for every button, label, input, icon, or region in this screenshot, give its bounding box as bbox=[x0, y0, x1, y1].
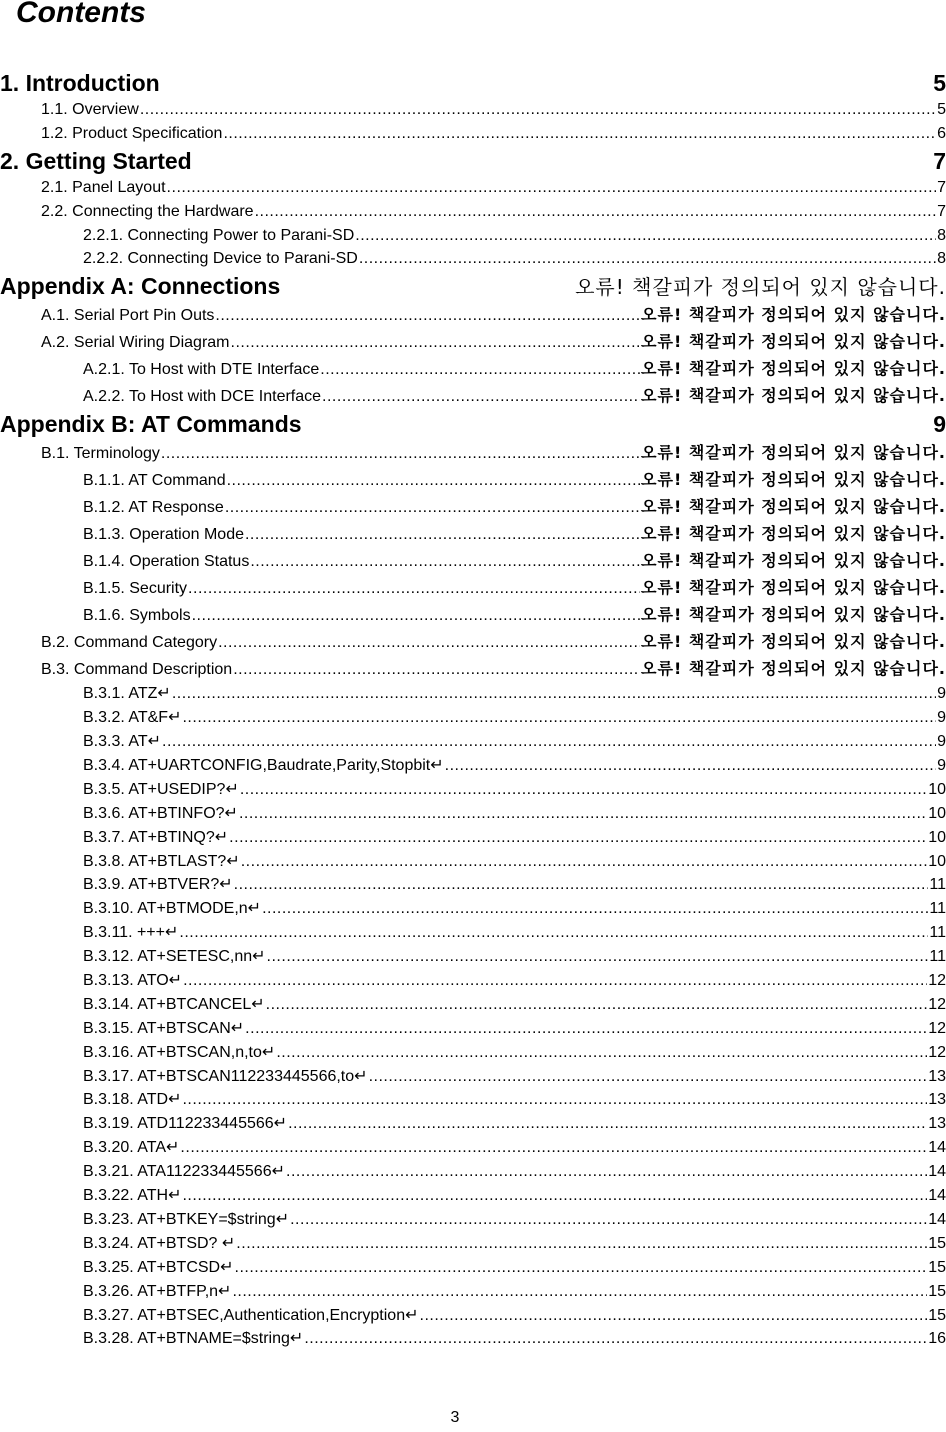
toc-entry-label: B.3.10. AT+BTMODE,n↵ bbox=[83, 900, 262, 918]
toc-dot-leader bbox=[215, 302, 640, 328]
toc-entry[interactable] bbox=[0, 601, 946, 628]
toc-entry[interactable] bbox=[0, 1232, 946, 1256]
toc-dot-leader bbox=[182, 1184, 927, 1208]
toc-entry-page: 16 bbox=[928, 1330, 946, 1348]
toc-entry-label: 1. Introduction bbox=[0, 70, 160, 96]
toc-entry[interactable] bbox=[0, 1184, 946, 1208]
toc-dot-leader bbox=[180, 1136, 927, 1160]
toc-entry-page: 10 bbox=[928, 852, 946, 870]
toc-entry-label: B.3.1. ATZ↵ bbox=[83, 685, 171, 703]
toc-entry-page: 5 bbox=[937, 101, 946, 118]
toc-entry-page: 오류! 책갈피가 정의되어 있지 않습니다. bbox=[641, 632, 946, 652]
toc-dot-leader bbox=[255, 200, 937, 224]
toc-entry-page: 13 bbox=[928, 1115, 946, 1133]
toc-entry-page: 오류! 책갈피가 정의되어 있지 않습니다. bbox=[641, 551, 946, 571]
toc-dot-leader bbox=[359, 247, 936, 271]
table-of-contents bbox=[0, 68, 946, 1351]
toc-entry-page: 10 bbox=[928, 804, 946, 822]
toc-entry-label: Appendix A: Connections bbox=[0, 273, 281, 300]
toc-entry-page: 11 bbox=[929, 924, 946, 942]
toc-entry[interactable] bbox=[0, 706, 946, 730]
toc-entry-page: 10 bbox=[928, 780, 946, 798]
toc-entry-page: 6 bbox=[937, 124, 946, 142]
toc-dot-leader bbox=[445, 754, 936, 778]
toc-entry-page: 오류! 책갈피가 정의되어 있지 않습니다. bbox=[575, 275, 946, 300]
toc-entry-page: 14 bbox=[928, 1187, 946, 1205]
toc-entry-page: 15 bbox=[928, 1258, 946, 1276]
toc-dot-leader bbox=[288, 1112, 927, 1136]
toc-dot-leader bbox=[192, 602, 640, 628]
toc-entry[interactable] bbox=[0, 1160, 946, 1184]
toc-entry-page: 12 bbox=[928, 995, 946, 1013]
toc-dot-leader bbox=[225, 494, 640, 520]
toc-dot-leader bbox=[304, 1327, 927, 1351]
toc-entry-page: 7 bbox=[937, 202, 946, 220]
toc-dot-leader bbox=[276, 1041, 927, 1065]
toc-dot-leader bbox=[250, 548, 640, 574]
toc-entry[interactable] bbox=[0, 355, 946, 382]
toc-entry[interactable] bbox=[0, 547, 946, 574]
toc-entry-page: 오류! 책갈피가 정의되어 있지 않습니다. bbox=[641, 605, 946, 625]
toc-dot-leader bbox=[245, 521, 640, 547]
toc-entry-page: 12 bbox=[928, 1019, 946, 1037]
toc-entry-label: B.1.4. Operation Status bbox=[83, 553, 250, 571]
toc-entry[interactable] bbox=[0, 328, 946, 355]
toc-entry-page: 8 bbox=[937, 226, 946, 244]
toc-dot-leader bbox=[162, 730, 936, 754]
toc-entry-label: 2.2. Connecting the Hardware bbox=[41, 202, 254, 220]
toc-dot-leader bbox=[241, 850, 927, 874]
toc-entry-page: 7 bbox=[937, 178, 946, 196]
toc-dot-leader bbox=[234, 873, 929, 897]
toc-entry-label: B.3.12. AT+SETESC,nn↵ bbox=[83, 948, 266, 966]
toc-dot-leader bbox=[179, 921, 928, 945]
toc-entry-page: 14 bbox=[928, 1163, 946, 1181]
toc-entry[interactable] bbox=[0, 628, 946, 655]
toc-entry[interactable] bbox=[0, 1304, 946, 1328]
toc-entry[interactable] bbox=[0, 897, 946, 921]
toc-dot-leader bbox=[239, 802, 927, 826]
toc-entry-page: 7 bbox=[933, 147, 946, 174]
toc-entry-label: B.3.18. ATD↵ bbox=[83, 1091, 182, 1109]
toc-dot-leader bbox=[236, 1232, 927, 1256]
toc-entry-label: 2.2.2. Connecting Device to Parani-SD bbox=[83, 250, 358, 268]
toc-entry[interactable] bbox=[0, 682, 946, 706]
toc-entry-page: 10 bbox=[928, 828, 946, 846]
toc-entry-page: 오류! 책갈피가 정의되어 있지 않습니다. bbox=[641, 497, 946, 517]
toc-dot-leader bbox=[290, 1208, 927, 1232]
toc-entry-label: B.1.3. Operation Mode bbox=[83, 526, 244, 544]
toc-entry-label: B.3.13. ATO↵ bbox=[83, 972, 183, 990]
toc-dot-leader bbox=[286, 1160, 927, 1184]
toc-entry[interactable] bbox=[0, 754, 946, 778]
toc-entry[interactable] bbox=[0, 1041, 946, 1065]
toc-entry-label: A.1. Serial Port Pin Outs bbox=[41, 307, 215, 325]
toc-dot-leader bbox=[182, 1088, 927, 1112]
toc-entry-label: B.1.5. Security bbox=[83, 580, 188, 598]
toc-dot-leader bbox=[369, 1065, 928, 1089]
toc-entry-page: 5 bbox=[933, 70, 946, 96]
toc-entry-label: 2.1. Panel Layout bbox=[41, 178, 166, 196]
toc-entry-page: 9 bbox=[937, 757, 946, 775]
toc-entry-label: B.3.2. AT&F↵ bbox=[83, 709, 182, 727]
toc-entry[interactable] bbox=[0, 520, 946, 547]
toc-entry-page: 9 bbox=[937, 733, 946, 751]
toc-entry-page: 12 bbox=[928, 972, 946, 990]
toc-entry[interactable] bbox=[0, 1208, 946, 1232]
toc-entry-label: B.3.3. AT↵ bbox=[83, 733, 162, 751]
toc-dot-leader bbox=[320, 356, 640, 382]
toc-entry[interactable] bbox=[0, 176, 946, 200]
toc-entry-label: B.3.6. AT+BTINFO?↵ bbox=[83, 804, 238, 822]
toc-entry[interactable] bbox=[0, 574, 946, 601]
toc-entry[interactable] bbox=[0, 1327, 946, 1351]
toc-entry-page: 9 bbox=[933, 411, 946, 438]
toc-entry-label: B.1.6. Symbols bbox=[83, 607, 191, 625]
toc-entry[interactable] bbox=[0, 271, 946, 301]
toc-entry-page: 오류! 책갈피가 정의되어 있지 않습니다. bbox=[641, 359, 946, 379]
toc-entry-label: B.3.9. AT+BTVER?↵ bbox=[83, 876, 233, 894]
toc-entry[interactable] bbox=[0, 301, 946, 328]
toc-entry-label: B.3.17. AT+BTSCAN112233445566,to↵ bbox=[83, 1067, 368, 1085]
toc-entry-label: B.3.28. AT+BTNAME=$string↵ bbox=[83, 1330, 304, 1348]
toc-entry-label: B.3.14. AT+BTCANCEL↵ bbox=[83, 995, 265, 1013]
toc-entry[interactable] bbox=[0, 1280, 946, 1304]
toc-entry-label: 2. Getting Started bbox=[0, 147, 192, 174]
toc-entry-label: B.3.25. AT+BTCSD↵ bbox=[83, 1258, 234, 1276]
toc-dot-leader bbox=[227, 467, 640, 493]
toc-entry[interactable] bbox=[0, 778, 946, 802]
toc-entry-label: B.3.26. AT+BTFP,n↵ bbox=[83, 1282, 232, 1300]
toc-entry[interactable] bbox=[0, 850, 946, 874]
toc-entry-page: 오류! 책갈피가 정의되어 있지 않습니다. bbox=[641, 578, 946, 598]
toc-entry[interactable] bbox=[0, 409, 946, 439]
toc-dot-leader bbox=[167, 176, 937, 200]
toc-entry-label: B.1.1. AT Command bbox=[83, 472, 226, 490]
toc-entry-label: Appendix B: AT Commands bbox=[0, 411, 302, 438]
toc-entry[interactable] bbox=[0, 98, 946, 122]
toc-entry-label: B.3.4. AT+UARTCONFIG,Baudrate,Parity,Stopbit↵ bbox=[83, 757, 444, 775]
toc-entry[interactable] bbox=[0, 993, 946, 1017]
toc-entry[interactable] bbox=[0, 439, 946, 466]
toc-dot-leader bbox=[182, 706, 936, 730]
toc-entry-label: B.3.20. ATA↵ bbox=[83, 1139, 180, 1157]
toc-entry-label: B.1. Terminology bbox=[41, 445, 160, 463]
toc-dot-leader bbox=[183, 969, 927, 993]
toc-dot-leader bbox=[262, 897, 928, 921]
toc-entry-label: B.3.24. AT+BTSD? ↵ bbox=[83, 1234, 236, 1252]
toc-entry-label: B.3.22. ATH↵ bbox=[83, 1187, 182, 1205]
toc-entry-label: B.3. Command Description bbox=[41, 661, 233, 679]
toc-entry-page: 9 bbox=[937, 685, 946, 703]
toc-entry-page: 9 bbox=[937, 709, 946, 727]
toc-dot-leader bbox=[233, 656, 640, 682]
toc-entry[interactable] bbox=[0, 826, 946, 850]
toc-entry-page: 14 bbox=[928, 1210, 946, 1228]
toc-dot-leader bbox=[229, 826, 927, 850]
toc-entry-page: 15 bbox=[928, 1282, 946, 1300]
toc-entry[interactable] bbox=[0, 382, 946, 409]
toc-dot-leader bbox=[140, 98, 936, 122]
toc-entry-page: 오류! 책갈피가 정의되어 있지 않습니다. bbox=[641, 305, 946, 325]
toc-entry-label: 2.2.1. Connecting Power to Parani-SD bbox=[83, 226, 355, 244]
toc-entry-label: A.2.1. To Host with DTE Interface bbox=[83, 361, 320, 379]
toc-entry-page: 15 bbox=[928, 1306, 946, 1324]
toc-entry[interactable] bbox=[0, 921, 946, 945]
toc-entry-label: A.2. Serial Wiring Diagram bbox=[41, 334, 230, 352]
toc-entry-page: 11 bbox=[929, 900, 946, 918]
toc-dot-leader bbox=[161, 440, 640, 466]
toc-entry-label: B.3.21. ATA112233445566↵ bbox=[83, 1163, 286, 1181]
page-number: 3 bbox=[450, 1409, 460, 1426]
toc-entry-label: B.3.19. ATD112233445566↵ bbox=[83, 1115, 288, 1133]
toc-entry[interactable] bbox=[0, 200, 946, 224]
toc-dot-leader bbox=[231, 329, 641, 355]
toc-entry-label: B.3.7. AT+BTINQ?↵ bbox=[83, 828, 229, 846]
toc-entry-page: 오류! 책갈피가 정의되어 있지 않습니다. bbox=[641, 470, 946, 490]
toc-entry[interactable] bbox=[0, 122, 946, 146]
toc-entry[interactable] bbox=[0, 802, 946, 826]
toc-entry[interactable] bbox=[0, 247, 946, 271]
toc-dot-leader bbox=[420, 1304, 928, 1328]
toc-entry[interactable] bbox=[0, 466, 946, 493]
toc-entry-label: A.2.2. To Host with DCE Interface bbox=[83, 388, 322, 406]
toc-dot-leader bbox=[172, 682, 936, 706]
toc-entry[interactable] bbox=[0, 1112, 946, 1136]
toc-entry-page: 15 bbox=[928, 1234, 946, 1252]
toc-entry[interactable] bbox=[0, 945, 946, 969]
toc-dot-leader bbox=[235, 1256, 928, 1280]
toc-entry[interactable] bbox=[0, 493, 946, 520]
toc-entry-page: 13 bbox=[928, 1091, 946, 1109]
toc-entry-label: B.3.8. AT+BTLAST?↵ bbox=[83, 852, 240, 870]
toc-entry-page: 11 bbox=[929, 948, 946, 966]
toc-entry[interactable] bbox=[0, 873, 946, 897]
toc-dot-leader bbox=[188, 575, 640, 601]
toc-entry[interactable] bbox=[0, 224, 946, 248]
toc-entry[interactable] bbox=[0, 1136, 946, 1160]
toc-entry[interactable] bbox=[0, 146, 946, 176]
toc-entry-page: 13 bbox=[928, 1067, 946, 1085]
toc-dot-leader bbox=[266, 993, 928, 1017]
toc-entry[interactable] bbox=[0, 1017, 946, 1041]
toc-entry-label: B.3.23. AT+BTKEY=$string↵ bbox=[83, 1210, 290, 1228]
toc-entry-page: 14 bbox=[928, 1139, 946, 1157]
toc-entry-page: 오류! 책갈피가 정의되어 있지 않습니다. bbox=[641, 659, 946, 679]
toc-entry[interactable] bbox=[0, 730, 946, 754]
toc-dot-leader bbox=[223, 122, 936, 146]
toc-dot-leader bbox=[240, 778, 927, 802]
toc-entry-label: B.3.16. AT+BTSCAN,n,to↵ bbox=[83, 1043, 276, 1061]
toc-entry-page: 12 bbox=[928, 1043, 946, 1061]
toc-entry-page: 오류! 책갈피가 정의되어 있지 않습니다. bbox=[641, 524, 946, 544]
toc-entry[interactable] bbox=[0, 68, 946, 98]
toc-entry-label: B.3.27. AT+BTSEC,Authentication,Encryption↵ bbox=[83, 1306, 419, 1324]
toc-dot-leader bbox=[245, 1017, 927, 1041]
toc-entry-page: 오류! 책갈피가 정의되어 있지 않습니다. bbox=[641, 443, 946, 463]
toc-entry[interactable] bbox=[0, 1256, 946, 1280]
toc-entry-label: B.3.15. AT+BTSCAN↵ bbox=[83, 1019, 245, 1037]
toc-dot-leader bbox=[322, 383, 640, 409]
toc-dot-leader bbox=[267, 945, 929, 969]
toc-entry-page: 오류! 책갈피가 정의되어 있지 않습니다. bbox=[641, 332, 946, 352]
page-title: Contents bbox=[16, 0, 146, 29]
toc-entry-label: 1.1. Overview bbox=[41, 101, 139, 118]
toc-entry-label: B.2. Command Category bbox=[41, 634, 218, 652]
toc-entry-label: 1.2. Product Specification bbox=[41, 124, 223, 142]
toc-dot-leader bbox=[232, 1280, 927, 1304]
toc-entry-page: 오류! 책갈피가 정의되어 있지 않습니다. bbox=[641, 386, 946, 406]
toc-entry[interactable] bbox=[0, 655, 946, 682]
toc-entry[interactable] bbox=[0, 1065, 946, 1089]
toc-dot-leader bbox=[355, 224, 936, 248]
toc-entry[interactable] bbox=[0, 1088, 946, 1112]
toc-entry[interactable] bbox=[0, 969, 946, 993]
toc-entry-page: 11 bbox=[929, 876, 946, 894]
toc-dot-leader bbox=[218, 629, 640, 655]
toc-entry-page: 8 bbox=[937, 250, 946, 268]
toc-entry-label: B.3.5. AT+USEDIP?↵ bbox=[83, 780, 239, 798]
toc-entry-label: B.1.2. AT Response bbox=[83, 499, 224, 517]
toc-entry-label: B.3.11. +++↵ bbox=[83, 924, 179, 942]
